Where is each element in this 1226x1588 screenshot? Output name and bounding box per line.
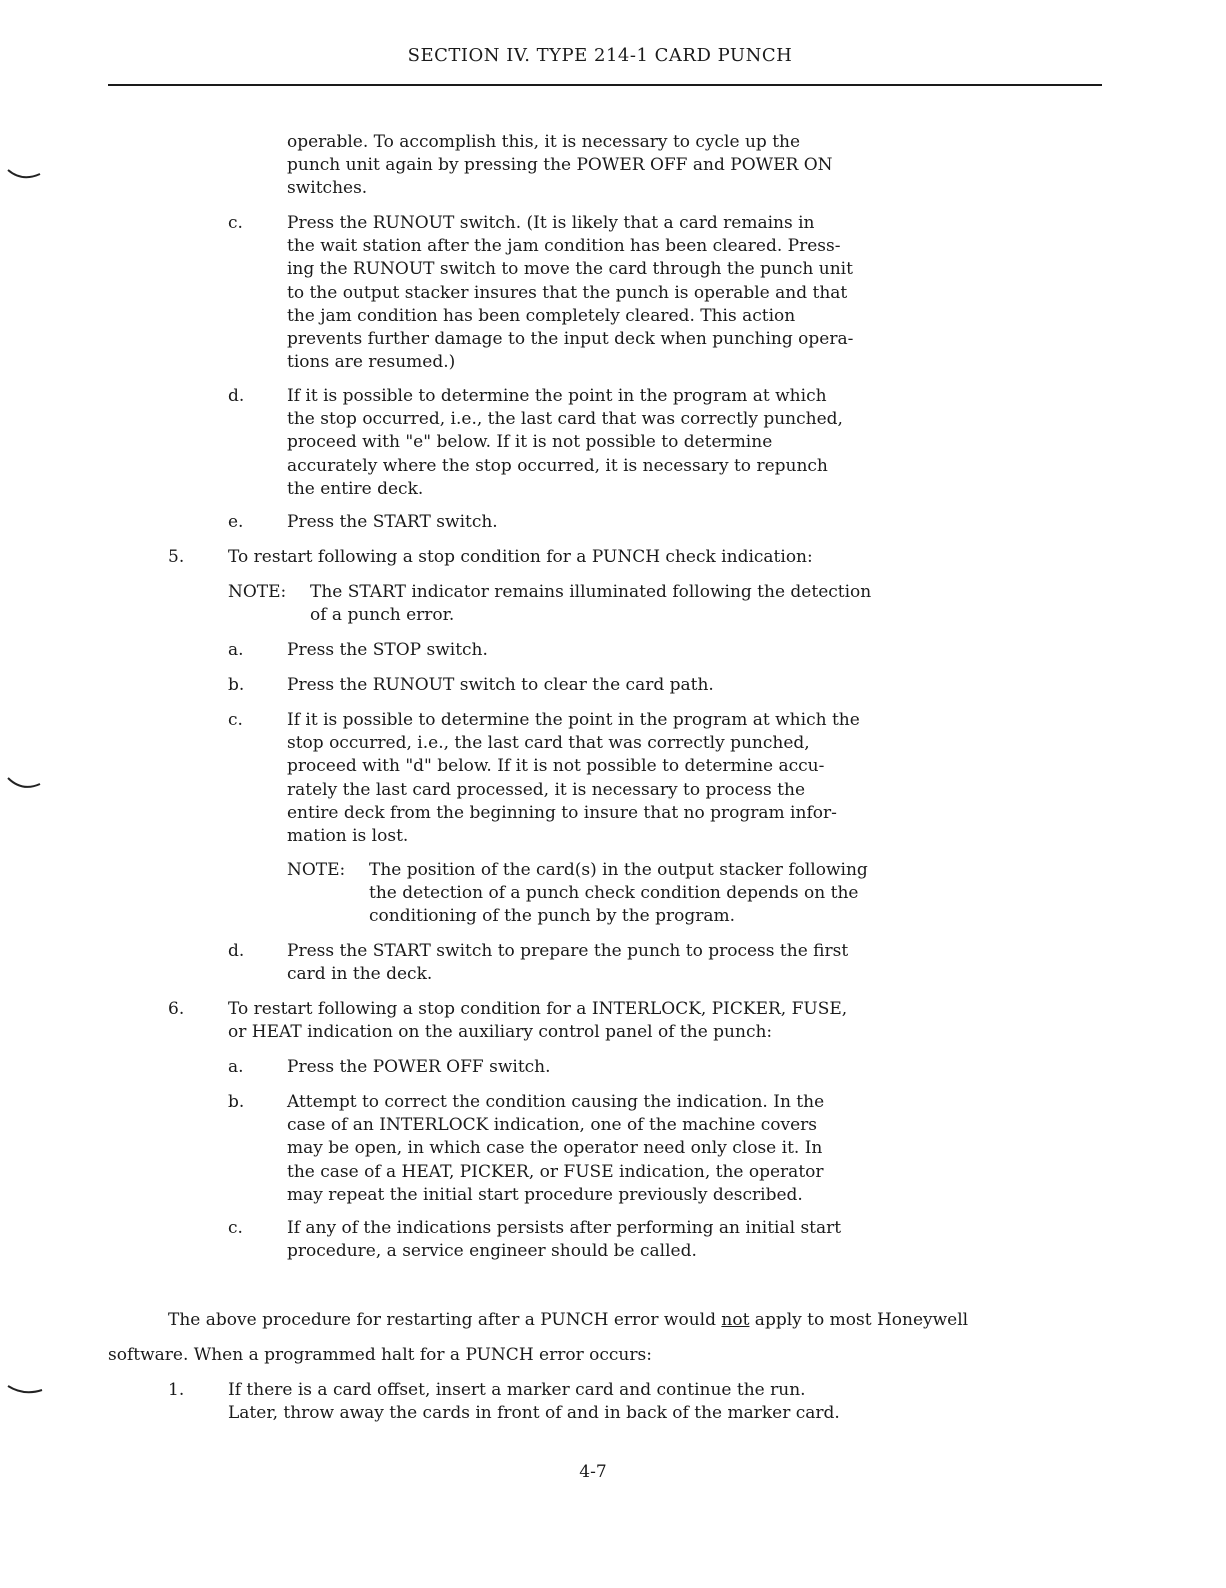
note-label: NOTE: — [228, 582, 287, 602]
item-label: a. — [228, 640, 244, 660]
item-label: 5. — [168, 547, 185, 567]
item-label: b. — [228, 1092, 245, 1112]
closing-paragraph-line2: software. When a programmed halt for a PUNCH error occurs: — [108, 1345, 652, 1365]
step-5-text: To restart following a stop condition for a PUNCH check indication: — [228, 547, 813, 567]
step-5a-text: Press the STOP switch. — [287, 640, 488, 660]
page-header: SECTION IV. TYPE 214-1 CARD PUNCH — [407, 45, 793, 66]
item-label: a. — [228, 1057, 244, 1077]
step-5b-text: Press the RUNOUT switch to clear the card path. — [287, 675, 714, 695]
item-label: 1. — [168, 1380, 185, 1400]
closing-paragraph: The above procedure for restarting after a PUNCH error would not apply to most Honeywell — [168, 1310, 969, 1330]
step-1-text: If there is a card offset, insert a marker card and continue the run. Later, throw away the cards in front of and in back of the marker card. — [228, 1380, 840, 1424]
step-6-text: To restart following a stop condition for a INTERLOCK, PICKER, FUSE, or HEAT indication on the auxiliary control panel of the punch: — [228, 999, 848, 1043]
item-label: c. — [228, 213, 243, 233]
page-number: 4-7 — [579, 1462, 607, 1482]
step-5d-text: Press the START switch to prepare the punch to process the first card in the deck. — [287, 941, 849, 985]
binding-mark-icon — [0, 1380, 50, 1410]
step-6c-text: If any of the indications persists after performing an initial start procedure, a service engineer should be called. — [287, 1218, 842, 1262]
binding-mark-icon — [0, 160, 50, 190]
step-6b-text: Attempt to correct the condition causing the indication. In the case of an INTERLOCK indication, one of the machine covers may be open, in which case the operator need only close it. In the case of a HEAT, PICKER, or FUSE indication, the operator may repeat the initial start procedure previously described. — [287, 1092, 825, 1205]
step-4c-text: Press the RUNOUT switch. (It is likely that a card remains in the wait station after the jam condition has been cleared. Press- ing the RUNOUT switch to move the card through the punch unit to the output stacker insures that the punch is operable and that the jam condition has been completely cleared. This action prevents further damage to the input deck when punching opera- tions are resumed.) — [287, 213, 854, 373]
binding-mark-icon — [0, 770, 50, 800]
step-5-note-text: The START indicator remains illuminated following the detection of a punch error. — [310, 582, 872, 626]
item-label: c. — [228, 1218, 243, 1238]
continuation-text: operable. To accomplish this, it is necessary to cycle up the punch unit again by pressing the POWER OFF and POWER ON switches. — [287, 132, 833, 199]
step-5c-text: If it is possible to determine the point in the program at which the stop occurred, i.e., the last card that was correctly punched, proceed with "d" below. If it is not possible to determine accu- rately the last card processed, it is necessary to process the entire deck from the beginning to insure that no program infor- mation is lost. — [287, 710, 860, 847]
step-4e-text: Press the START switch. — [287, 512, 498, 532]
item-label: b. — [228, 675, 245, 695]
step-6a-text: Press the POWER OFF switch. — [287, 1057, 551, 1077]
item-label: d. — [228, 941, 245, 961]
item-label: e. — [228, 512, 244, 532]
item-label: d. — [228, 386, 245, 406]
item-label: c. — [228, 710, 243, 730]
step-4d-text: If it is possible to determine the point in the program at which the stop occurred, i.e., the last card that was correctly punched, proceed with "e" below. If it is not possible to determine accurately where the stop occurred, it is necessary to repunch the entire deck. — [287, 386, 843, 499]
note-label: NOTE: — [287, 860, 346, 880]
item-label: 6. — [168, 999, 185, 1019]
step-5c-note-text: The position of the card(s) in the output stacker following the detection of a punch check condition depends on the conditioning of the punch by the program. — [369, 860, 868, 927]
header-rule — [108, 84, 1102, 86]
